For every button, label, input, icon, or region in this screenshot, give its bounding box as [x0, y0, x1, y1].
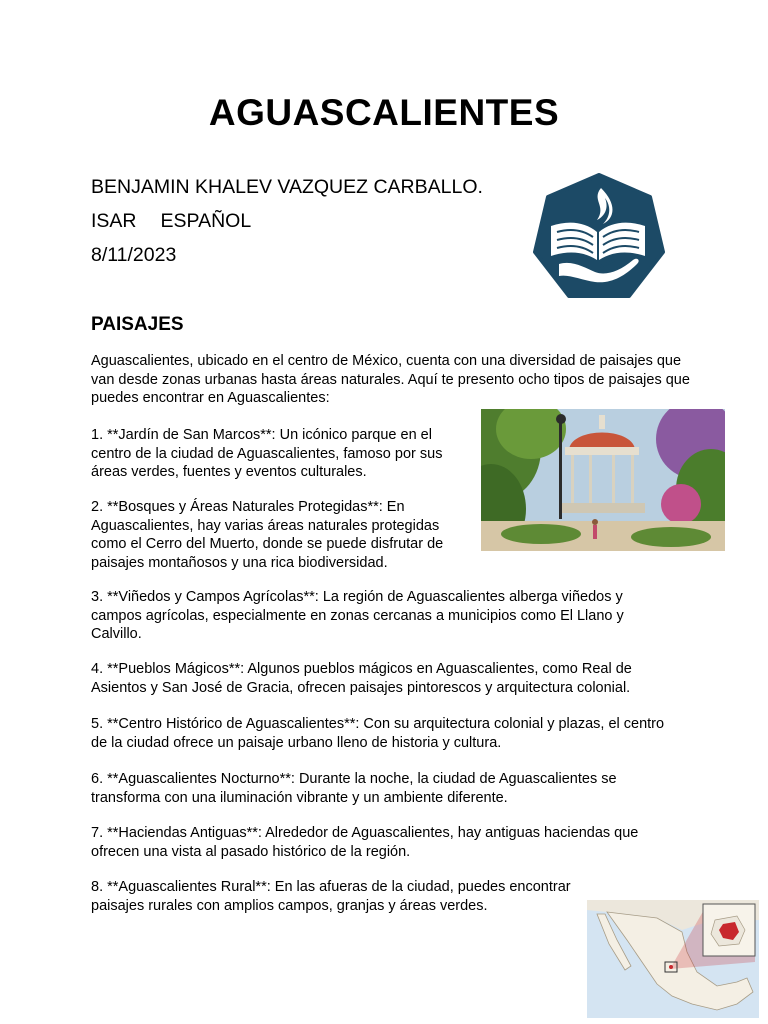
document-date: 8/11/2023 — [91, 244, 177, 266]
school-subject-line — [91, 210, 275, 233]
list-item: 3. **Viñedos y Campos Agrícolas**: La región de Aguascalientes alberga viñedos y campos agrícolas, especialmente en zonas cercanas a municipios como El Llano y Calvillo. — [91, 589, 624, 642]
list-item: 8. **Aguascalientes Rural**: En las afueras de la ciudad, puedes encontrar paisajes rurales con amplios campos, granjas y áreas verdes. — [91, 879, 571, 914]
list-item: 4. **Pueblos Mágicos**: Algunos pueblos mágicos en Aguascalientes, como Real de Asientos y San José de Gracia, ofrecen paisajes pintorescos y arquitectura colonial. — [91, 661, 632, 696]
list-item: 7. **Haciendas Antiguas**: Alrededor de Aguascalientes, hay antiguas haciendas que ofrecen una vista al pasado histórico de la región. — [91, 825, 639, 860]
subject-name: ESPAÑOL — [160, 210, 252, 232]
list-item: 1. **Jardín de San Marcos**: Un icónico parque en el centro de la ciudad de Aguascalientes, famoso por sus áreas verdes, fuentes y eventos culturales. — [91, 427, 443, 480]
school-name: ISAR — [91, 210, 137, 232]
intro-paragraph: Aguascalientes, ubicado en el centro de México, cuenta con una diversidad de paisajes que van desde zonas urbanas hasta áreas naturales. Aquí te presento ocho tipos de paisajes que puedes encontrar en Aguascalientes: — [91, 353, 690, 406]
list-item: 2. **Bosques y Áreas Naturales Protegidas**: En Aguascalientes, hay varias áreas naturales protegidas como el Cerro del Muerto, donde se puede disfrutar de paisajes montañosos y una rica biodiversidad. — [91, 499, 444, 571]
list-item: 5. **Centro Histórico de Aguascalientes**: Con su arquitectura colonial y plazas, el centro de la ciudad ofrece un paisaje urbano lleno de historia y cultura. — [91, 716, 665, 751]
document-title: AGUASCALIENTES — [208, 92, 560, 133]
mexico-locator-map — [587, 900, 759, 1018]
school-logo-icon — [533, 172, 665, 306]
author-name: BENJAMIN KHALEV VAZQUEZ CARBALLO. — [91, 176, 483, 198]
list-item: 6. **Aguascalientes Nocturno**: Durante la noche, la ciudad de Aguascalientes se transforma con una iluminación vibrante y un ambiente diferente. — [91, 771, 617, 806]
kiosk-garden-photo — [481, 409, 725, 551]
section-heading: PAISAJES — [91, 314, 184, 335]
